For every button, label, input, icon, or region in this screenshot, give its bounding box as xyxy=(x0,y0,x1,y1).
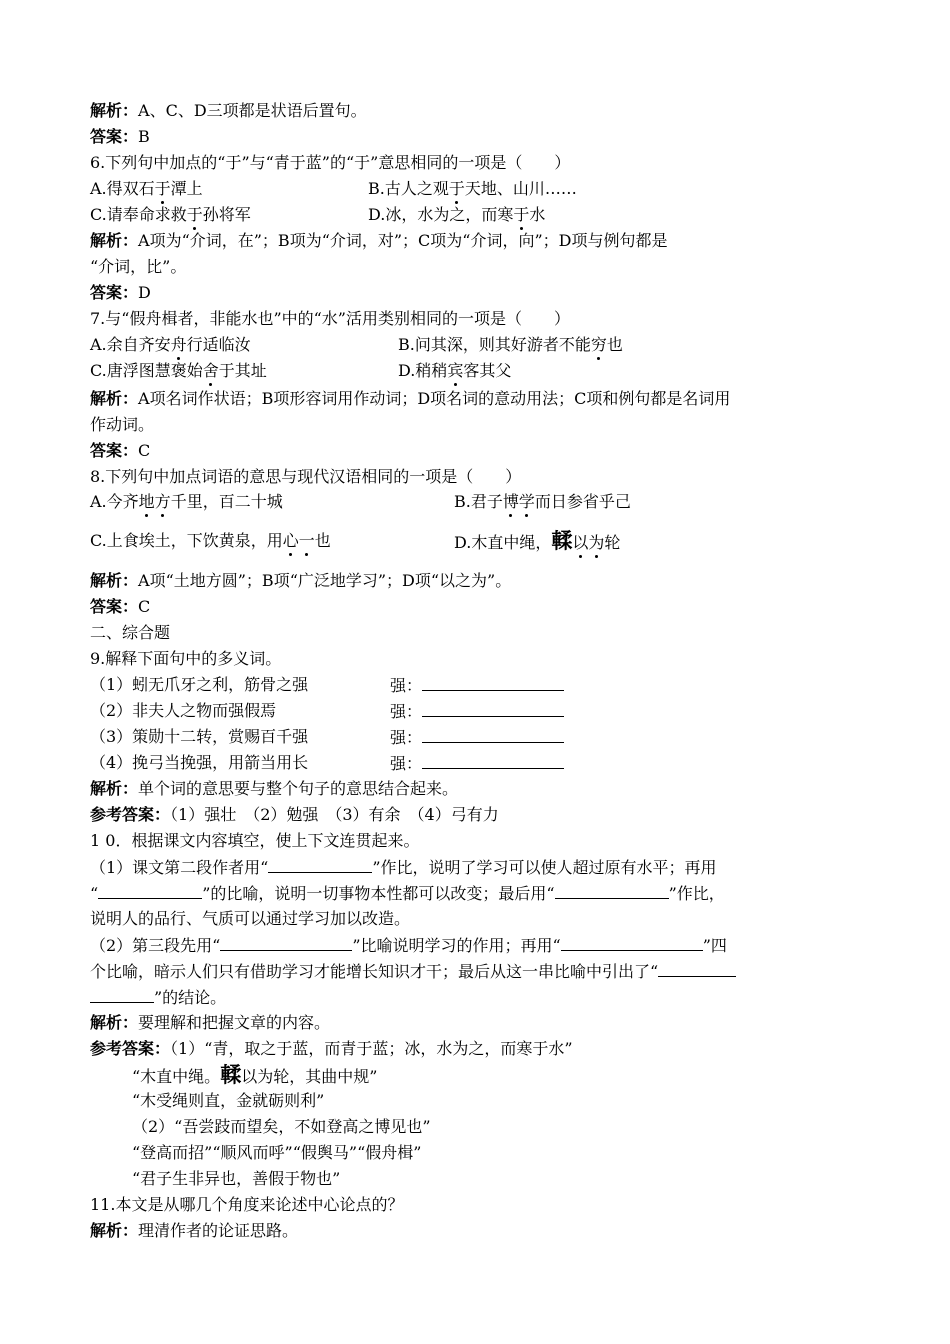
q11-analysis: 解析：理清作者的论证思路。 xyxy=(90,1221,299,1240)
q8-answer: 答案：C xyxy=(90,597,151,616)
answer-blank[interactable] xyxy=(422,675,564,691)
q6-option-a: A.得双石于潭上 xyxy=(90,179,203,198)
q8-options-ab xyxy=(90,492,890,512)
q9-item: （4）挽弓当挽强，用箭当用长 强： xyxy=(90,753,890,773)
q7-options-ab xyxy=(90,335,890,355)
q10-answer-line: “木受绳则直，金就砺则利” xyxy=(132,1091,325,1110)
q6-option-c: C.请奉命求救于孙将军 xyxy=(90,205,251,224)
q9-item: （2）非夫人之物而强假焉 强： xyxy=(90,701,890,721)
q9-stem: 9.解释下面句中的多义词。 xyxy=(90,649,282,668)
q10-answer-line: “木直中绳。輮以为轮，其曲中规” xyxy=(132,1062,378,1087)
answer-blank[interactable] xyxy=(422,701,564,717)
q7-stem: 7.与“假舟楫者，非能水也”中的“水”活用类别相同的一项是（ ） xyxy=(90,309,570,328)
q10-answer-line: “君子生非异也，善假于物也” xyxy=(132,1169,341,1188)
q10-para2: （2）第三段先用“ ”比喻说明学习的作用；再用“ ”四 xyxy=(90,936,727,955)
answer-blank[interactable] xyxy=(422,727,564,743)
answer-blank[interactable] xyxy=(268,857,372,873)
q8-option-c: C.上食埃土，下饮黄泉，用心一也 xyxy=(90,531,331,550)
answer-blank[interactable] xyxy=(658,961,736,977)
q7-option-b: B.问其深，则其好游者不能穷也 xyxy=(398,335,623,354)
q7-option-a: A.余自齐安舟行适临汝 xyxy=(90,335,251,354)
q6-option-d: D.冰，水为之，而寒于水 xyxy=(368,205,546,224)
q7-analysis-cont: 作动词。 xyxy=(90,415,155,434)
section-heading: 二、综合题 xyxy=(90,623,171,642)
q7-option-d: D.稍稍宾客其父 xyxy=(398,361,512,380)
q7-analysis: 解析：A项名词作状语；B项形容词用作动词；D项名词的意动用法；C项和例句都是名词用 xyxy=(90,389,731,408)
q6-options-ab xyxy=(90,179,890,199)
q10-analysis: 解析：要理解和把握文章的内容。 xyxy=(90,1013,331,1032)
q9-analysis: 解析：单个词的意思要与整个句子的意思结合起来。 xyxy=(90,779,459,798)
q5-answer: 答案：B xyxy=(90,127,150,146)
q6-analysis: 解析：A项为“介词，在”；B项为“介词，对”；C项为“介词，向”；D项与例句都是 xyxy=(90,231,668,250)
q8-option-a: A.今齐地方千里，百二十城 xyxy=(90,492,283,511)
q10-para1-end: 说明人的品行、气质可以通过学习加以改造。 xyxy=(90,909,411,928)
q6-answer: 答案：D xyxy=(90,283,151,302)
answer-blank[interactable] xyxy=(90,987,154,1003)
q8-option-b: B.君子博学而日参省乎己 xyxy=(454,492,631,511)
q10-reference-answer: 参考答案：（1）“青，取之于蓝，而青于蓝；冰，水为之，而寒于水” xyxy=(90,1039,573,1058)
q7-option-c: C.唐浮图慧褒始舍于其址 xyxy=(90,361,267,380)
q9-item: （3）策勋十二转，赏赐百千强 强： xyxy=(90,727,890,747)
q8-options-cd xyxy=(90,528,890,553)
q5-analysis: 解析：A、C、D三项都是状语后置句。 xyxy=(90,101,367,120)
q6-stem: 6.下列句中加点的“于”与“青于蓝”的“于”意思相同的一项是（ ） xyxy=(90,153,571,172)
q10-stem: 1 0．根据课文内容填空，使上下文连贯起来。 xyxy=(90,831,420,850)
q7-answer: 答案：C xyxy=(90,441,151,460)
q10-para2-cont: 个比喻，暗示人们只有借助学习才能增长知识才干；最后从这一串比喻中引出了“ xyxy=(90,961,890,982)
answer-blank[interactable] xyxy=(98,883,202,899)
q10-answer-line: （2）“吾尝跂而望矣，不如登高之博见也” xyxy=(132,1117,431,1136)
q10-answer-line: “登高而招”“顺风而呼”“假舆马”“假舟楫” xyxy=(132,1143,422,1162)
answer-blank[interactable] xyxy=(220,935,352,951)
q11-stem: 11.本文是从哪几个角度来论述中心论点的？ xyxy=(90,1195,404,1214)
q8-analysis: 解析：A项“土地方圆”；B项“广泛地学习”；D项“以之为”。 xyxy=(90,571,512,590)
q8-option-d: D.木直中绳，輮以为轮 xyxy=(454,528,621,553)
q10-para1-cont: “ ”的比喻，说明一切事物本性都可以改变；最后用“ ”作比， xyxy=(90,884,725,903)
q9-item: （1）蚓无爪牙之利，筋骨之强 强： xyxy=(90,675,890,695)
q7-options-cd xyxy=(90,361,890,381)
q10-para2-end: ”的结论。 xyxy=(90,987,890,1008)
q10-para1: （1）课文第二段作者用“ ”作比，说明了学习可以使人超过原有水平；再用 xyxy=(90,858,717,877)
q6-options-cd xyxy=(90,205,890,225)
answer-blank[interactable] xyxy=(422,753,564,769)
q6-option-b: B.古人之观于天地、山川…… xyxy=(368,179,577,198)
answer-blank[interactable] xyxy=(555,883,669,899)
q8-stem: 8.下列句中加点词语的意思与现代汉语相同的一项是（ ） xyxy=(90,467,522,486)
q9-reference-answer: 参考答案：（1）强壮 （2）勉强 （3）有余 （4）弓有力 xyxy=(90,805,499,824)
answer-blank[interactable] xyxy=(561,935,703,951)
q6-analysis-cont: “介词，比”。 xyxy=(90,257,187,276)
